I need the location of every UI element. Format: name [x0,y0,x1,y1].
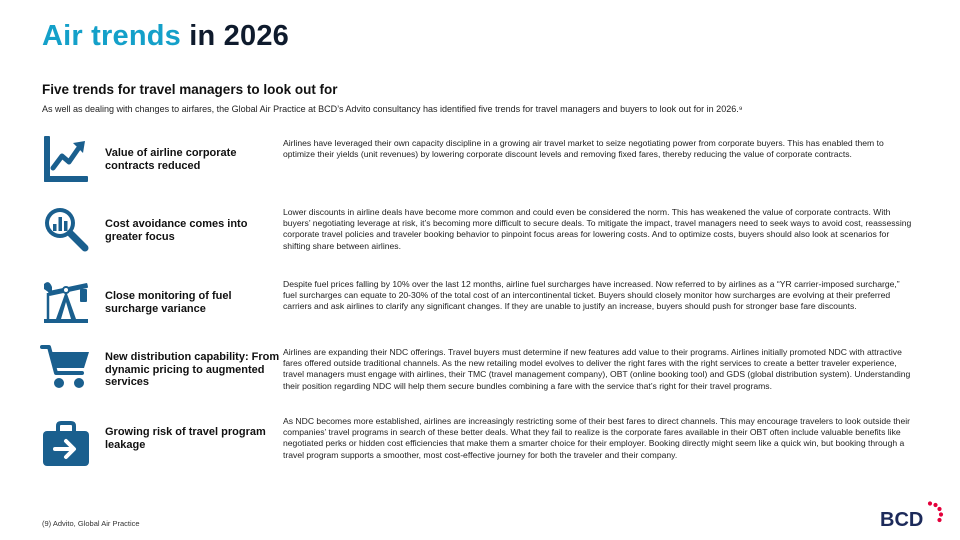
bcd-logo [879,500,945,530]
trend-description: Despite fuel prices falling by 10% over the last 12 months, airline fuel surcharges have increased. Now referred to by airlines as a “YR carrier-imposed surcharge,” fuel surcharges can equate to 20-30% of the total cost of an intercontinental ticket. Buyers should closely monitor how surcharges are evolving at their preferred carriers and ask airlines to clarify any significant changes. If they are unable to justify an increase, buyers should push for stronger base fare discounts. [283,279,900,312]
trend-description: As NDC becomes more established, airlines are increasingly restricting some of their best fares to direct channels. This may encourage travelers to look outside their companies’ travel programs in search of these better deals. What they fail to realize is the corporate fares available in their OBT often include valuable benefits like negotiated perks or hidden cost efficiencies that make them a smarter choice for their employer. Booking directly might seem like a quick win, but booking through a travel program supports a smoother, most cost-effective journey for both the traveler and their company. [283,416,910,460]
title-year: in 2026 [189,20,289,52]
intro-paragraph: As well as dealing with changes to airfares, the Global Air Practice at BCD’s Advito consultancy has identified five trends for travel managers and buyers to look out for in 2026.⁹ [42,104,743,114]
magnifier-chart-icon [40,203,92,253]
trend-heading: Growing risk of travel program leakage [105,426,266,451]
trend-heading: Close monitoring of fuel surcharge variance [105,290,232,315]
briefcase-arrow-icon [40,420,92,470]
trend-description: Airlines are expanding their NDC offerings. Travel buyers must determine if new features add value to their programs. Airlines initially promoted NDC with attractive fares offered outside traditional channels. As the new retailing model evolves to deliver the right fares with the right services to create a better traveler experience, travel managers must engage with airlines, their TMC (travel management company), OBT (online booking tool) and GDS (global distribution system). Understanding their position regarding NDC will help them secure bundles combining a fare with the service that’s right for their travel programs. [283,347,911,391]
trend-heading: Value of airline corporate contracts reduced [105,147,237,172]
trend-description: Lower discounts in airline deals have become more common and could even be considered the norm. This has weakened the value of corporate contracts. With buyers’ negotiating leverage at risk, it’s becoming more difficult to secure deals. To mitigate the impact, travel managers need to seek ways to avoid cost, reassessing corporate travel policies and traveler booking behavior to pinpoint focus areas for lowering costs. And to optimize costs, buyers should also look at scenarios for shifting share between airlines. [283,207,912,251]
trend-description: Airlines have leveraged their own capacity discipline in a growing air travel market to seize negotiating power from corporate buyers. This has enabled them to optimize their yields (unit revenues) by lowering corporate discount levels and removing fixed fares, thereby reducing the value of corporate contracts. [283,138,884,160]
trend-heading: New distribution capability: From dynamic pricing to augmented services [105,351,280,388]
logo-text: BCD [880,509,924,530]
line-chart-trend-icon [40,134,92,184]
shopping-cart-icon [40,343,92,393]
footnote: (9) Advito, Global Air Practice [42,519,140,528]
page-title [42,20,289,53]
oil-pump-icon [40,275,92,325]
section-subheading: Five trends for travel managers to look out for [42,82,338,97]
trend-heading: Cost avoidance comes into greater focus [105,218,248,243]
title-highlight: Air trends [42,20,181,52]
